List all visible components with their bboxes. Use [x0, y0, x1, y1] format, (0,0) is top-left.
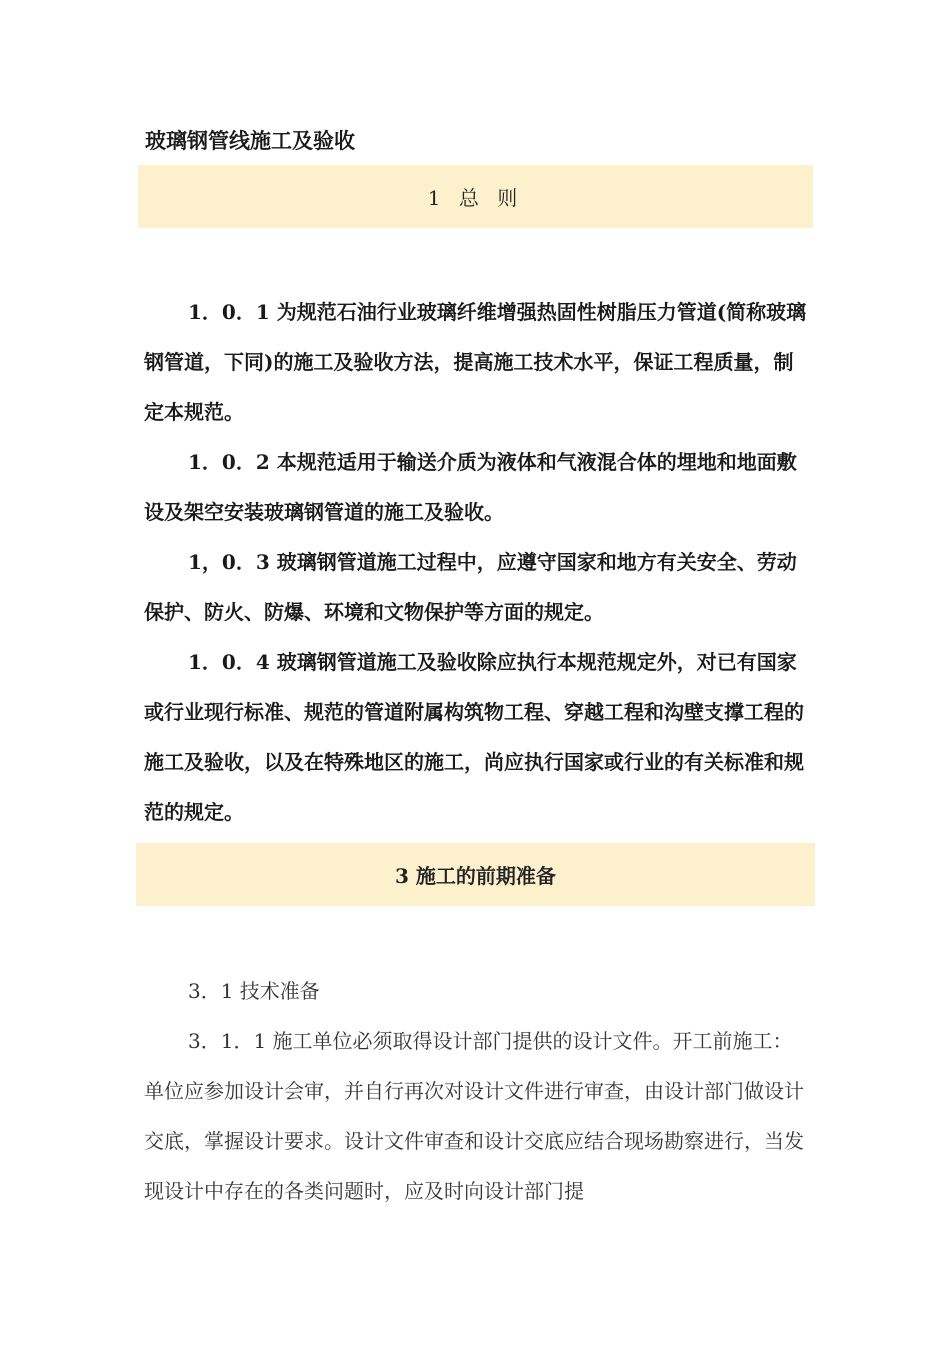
- section-heading-general: 1 总 则: [138, 165, 813, 228]
- document-title: 玻璃钢管线施工及验收: [145, 128, 355, 153]
- clause-1-0-2: 1．0．2 本规范适用于输送介质为液体和气液混合体的埋地和地面敷设及架空安装玻璃钢管道的施工及验收。: [144, 450, 797, 524]
- clause-1-0-1: 1．0．1 为规范石油行业玻璃纤维增强热固性树脂压力管道(简称玻璃钢管道，下同)的施工及验收方法，提高施工技术水平，保证工程质量，制定本规范。: [144, 300, 807, 424]
- section-heading-preparation: 3 施工的前期准备: [136, 843, 815, 906]
- subsection-3-1-heading: 3．1 技术准备: [188, 979, 320, 1003]
- clause-1-0-4: 1．0．4 玻璃钢管道施工及验收除应执行本规范规定外，对已有国家或行业现行标准、规范的管道附属构筑物工程、穿越工程和沟壁支撑工程的施工及验收，以及在特殊地区的施工，尚应执行国家或行业的有关标准和规范的规定。: [144, 650, 804, 824]
- clause-3-1-1: 3．1．1 施工单位必须取得设计部门提供的设计文件。开工前施工：单位应参加设计会审，并自行再次对设计文件进行审查，由设计部门做设计交底，掌握设计要求。设计文件审查和设计交底应结合现场勘察进行，当发现设计中存在的各类问题时，应及时向设计部门提: [144, 1029, 804, 1203]
- clause-1-0-3: 1，0．3 玻璃钢管道施工过程中，应遵守国家和地方有关安全、劳动保护、防火、防爆、环境和文物保护等方面的规定。: [144, 550, 797, 624]
